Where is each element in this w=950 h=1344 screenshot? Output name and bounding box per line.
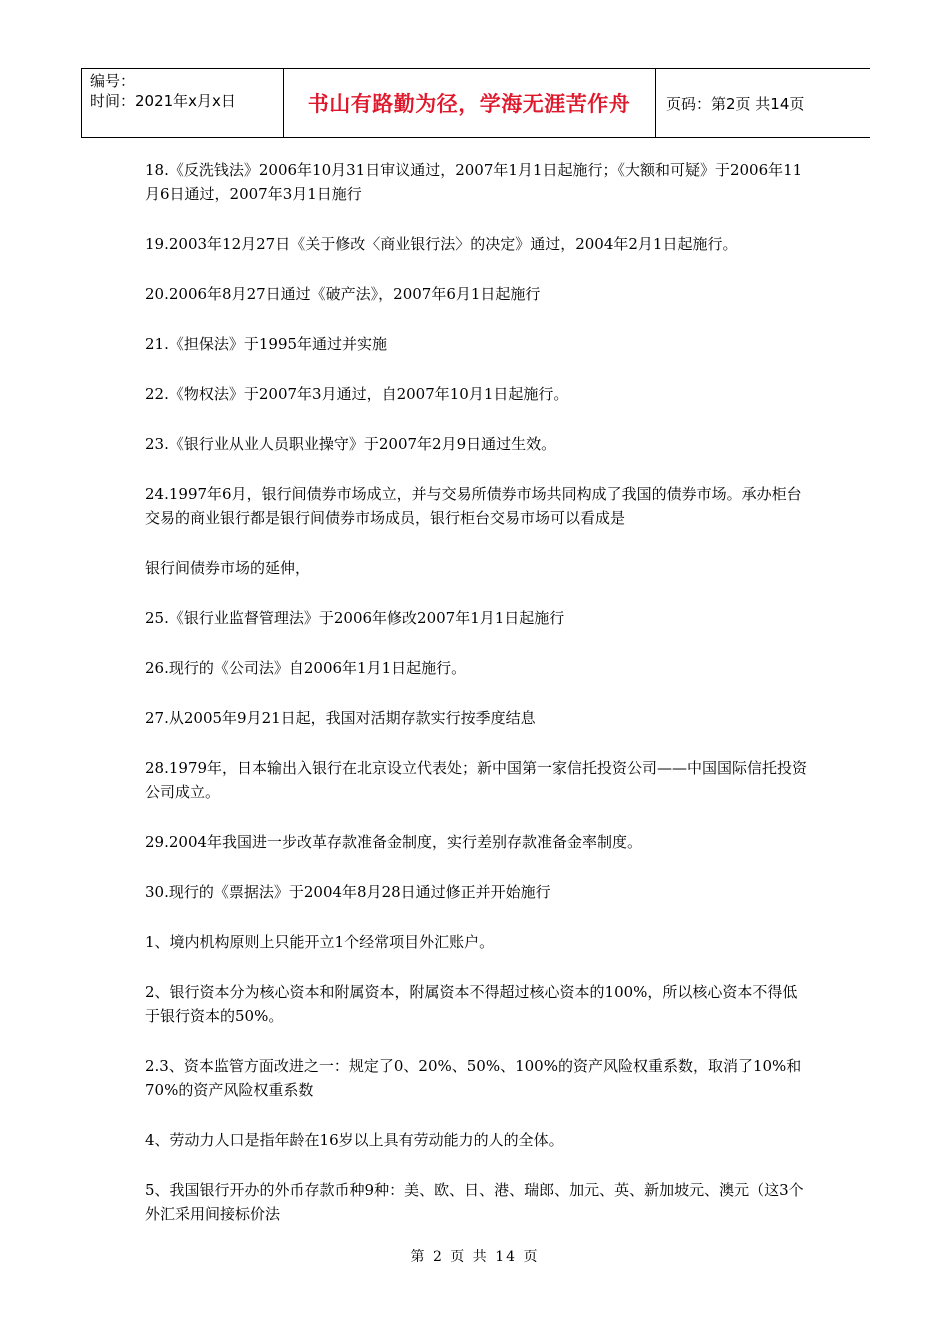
list-item-3: 2.3、资本监管方面改进之一：规定了0、20%、50%、100%的资产风险权重系数，取消了10%和70%的资产风险权重系数: [145, 1057, 802, 1099]
list-item-4: 4、劳动力人口是指年龄在16岁以上具有劳动能力的人的全体。: [145, 1131, 564, 1149]
paragraph-23: 23.《银行业从业人员职业操守》于2007年2月9日通过生效。: [145, 435, 557, 453]
paragraph-30: 30.现行的《票据法》于2004年8月28日通过修正并开始施行: [145, 883, 551, 901]
paragraph-18: 18.《反洗钱法》2006年10月31日审议通过，2007年1月1日起施行；《大额和可疑》于2006年11月6日通过，2007年3月1日施行: [145, 161, 803, 203]
paragraph-20: 20.2006年8月27日通过《破产法》，2007年6月1日起施行: [145, 285, 541, 303]
header-divider-2: [655, 69, 656, 137]
paragraph-24: 24.1997年6月，银行间债券市场成立，并与交易所债券市场共同构成了我国的债券市场。承办柜台交易的商业银行都是银行间债券市场成员，银行柜台交易市场可以看成是: [145, 485, 802, 527]
page-header: [81, 68, 870, 138]
paragraph-26: 26.现行的《公司法》自2006年1月1日起施行。: [145, 659, 467, 677]
document-body: [145, 158, 810, 1252]
header-meta: [90, 71, 236, 111]
list-item-5: 5、我国银行开办的外币存款币种9种：美、欧、日、港、瑞郎、加元、英、新加坡元、澳元（这3个外汇采用间接标价法: [145, 1181, 804, 1223]
paragraph-21: 21.《担保法》于1995年通过并实施: [145, 335, 388, 353]
paragraph-29: 29.2004年我国进一步改革存款准备金制度，实行差别存款准备金率制度。: [145, 833, 643, 851]
header-page-info: 页码：第2页 共14页: [666, 94, 805, 113]
paragraph-19: 19.2003年12月27日《关于修改〈商业银行法〉的决定》通过，2004年2月1日起施行。: [145, 235, 738, 253]
paragraph-24-continued: 银行间债券市场的延伸，: [145, 559, 311, 577]
paragraph-28: 28.1979年，日本输出入银行在北京设立代表处；新中国第一家信托投资公司——中国国际信托投资公司成立。: [145, 759, 808, 801]
page-footer: 第 2 页 共 14 页: [410, 1249, 540, 1265]
paragraph-22: 22.《物权法》于2007年3月通过，自2007年10月1日起施行。: [145, 385, 569, 403]
header-motto: 书山有路勤为径，学海无涯苦作舟: [307, 92, 631, 116]
doc-time-label: 时间：2021年x月x日: [90, 92, 236, 110]
header-border-left: [81, 69, 82, 137]
doc-number-label: 编号：: [90, 72, 136, 90]
list-item-1: 1、境内机构原则上只能开立1个经常项目外汇账户。: [145, 933, 495, 951]
paragraph-25: 25.《银行业监督管理法》于2006年修改2007年1月1日起施行: [145, 609, 565, 627]
paragraph-27: 27.从2005年9月21日起，我国对活期存款实行按季度结息: [145, 709, 536, 727]
list-item-2: 2、银行资本分为核心资本和附属资本，附属资本不得超过核心资本的100%，所以核心资本不得低于银行资本的50%。: [145, 983, 798, 1025]
